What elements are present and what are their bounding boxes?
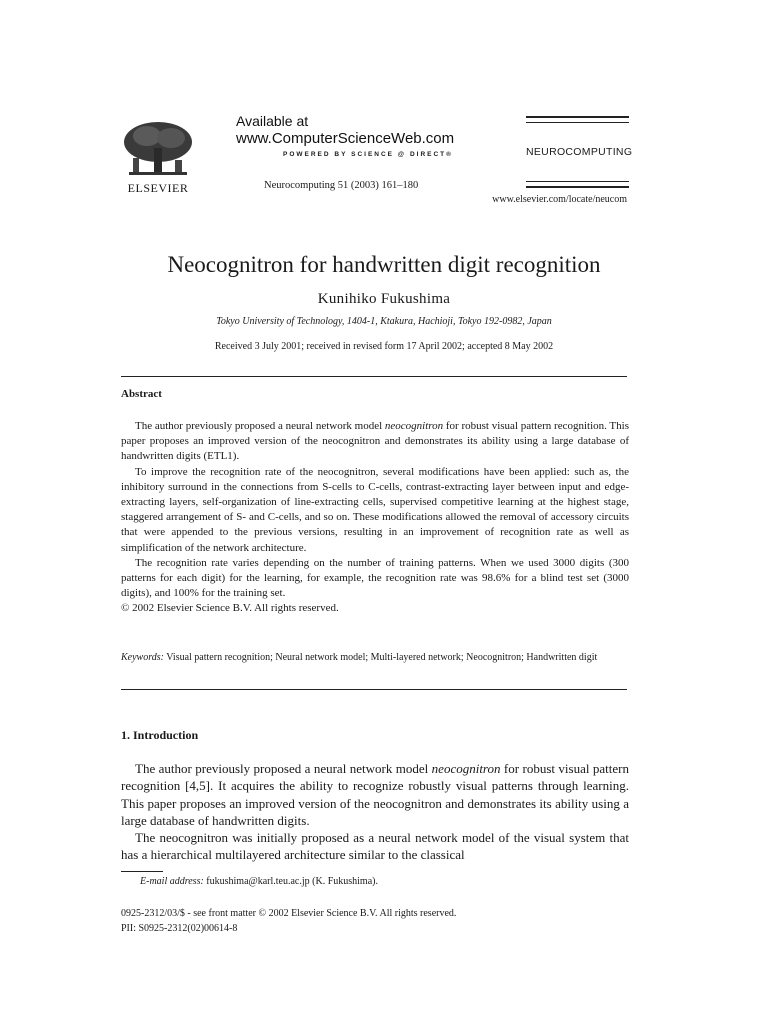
powered-by-label: POWERED BY SCIENCE @ DIRECT® [283,151,453,158]
intro-paragraph-1 [121,760,629,829]
keywords-label: Keywords: [121,652,164,663]
footnote-label: E-mail address: [140,876,204,887]
footnote-text: fukushima@karl.teu.ac.jp (K. Fukushima). [206,876,378,887]
intro-p1-emphasis: neocognitron [431,761,501,776]
availability-notice [236,113,454,147]
abstract-copyright: © 2002 Elsevier Science B.V. All rights reserved. [121,602,339,615]
keywords [121,651,629,665]
intro-p1-text: The author previously proposed a neural network model [135,761,432,776]
front-matter [121,906,456,936]
footnote-email [140,876,378,887]
available-at-label: Available at [236,113,309,129]
journal-rule-top [526,116,629,118]
journal-url[interactable]: www.elsevier.com/locate/neucom [492,194,627,205]
abstract-body [121,419,629,617]
journal-rule-bottom [526,186,629,188]
website-link[interactable]: www.ComputerScienceWeb.com [236,130,455,147]
elsevier-logo [118,118,198,196]
intro-p1-text-cont: for robust visual pattern recognition [4,5]. It acquires the ability to recognize robustly visual patterns through learning. This paper proposes an improved version of the neocognitron and demonstrates its ability using a large database of handwritten digits. [121,761,629,828]
section-heading-introduction: 1. Introduction [121,728,199,742]
received-dates: Received 3 July 2001; received in revised form 17 April 2002; accepted 8 May 2002 [214,341,554,352]
journal-name: NEUROCOMPUTING [526,146,633,158]
abstract-p1-text-cont: for robust visual pattern recognition. This paper proposes an improved version of the neocognitron and demonstrates its ability using a large database of handwritten digits (ETL1). [121,420,629,463]
publisher-name: ELSEVIER [127,181,189,195]
journal-rule-top-thin [526,122,629,123]
front-matter-pii: PII: S0925-2312(02)00614-8 [121,923,238,934]
abstract-p1-emphasis: neocognitron [384,420,444,432]
footnote-rule [121,871,163,872]
keywords-list: Visual pattern recognition; Neural network model; Multi-layered network; Neocognitron; Handwritten digit [166,652,598,663]
elsevier-tree-icon [119,118,197,178]
abstract-paragraph-3: The recognition rate varies depending on the number of training patterns. When we used 3000 digits (300 patterns for each digit) for the learning, for example, the recognition rate was 98.6% for a blind test set (3000 digits), and 100% for the training set. [121,556,629,600]
journal-reference: Neurocomputing 51 (2003) 161–180 [264,180,419,191]
abstract-heading: Abstract [121,388,162,400]
abstract-bottom-rule [121,689,627,690]
author-name: Kunihiko Fukushima [317,291,451,307]
abstract-top-rule [121,376,627,377]
intro-paragraph-2: The neocognitron was initially proposed as a neural network model of the visual system that has a hierarchical multilayered architecture similar to the classical [121,830,629,863]
abstract-paragraph-1 [121,419,629,465]
article-title: Neocognitron for handwritten digit recognition [167,252,601,277]
front-matter-line-1: 0925-2312/03/$ - see front matter © 2002 Elsevier Science B.V. All rights reserved. [121,908,457,919]
author-affiliation: Tokyo University of Technology, 1404-1, Ktakura, Hachioji, Tokyo 192-0982, Japan [216,316,552,327]
abstract-paragraph-2: To improve the recognition rate of the neocognitron, several modifications have been applied: such as, the inhibitory surround in the connections from S-cells to C-cells, contrast-extracting layer between input and edge-extracting layers, self-organization of line-extracting cells, supervised competitive learning at the highest stage, staggered arrangement of S- and C-cells, and so on. These modifications allowed the removal of accessory circuits that were appended to the previous versions, resulting in an improvement of recognition rate as well as simplification of the network architecture. [121,465,629,554]
abstract-p1-text: The author previously proposed a neural network model [135,420,385,432]
introduction-body [121,760,629,864]
journal-rule-bottom-thin [526,181,629,182]
